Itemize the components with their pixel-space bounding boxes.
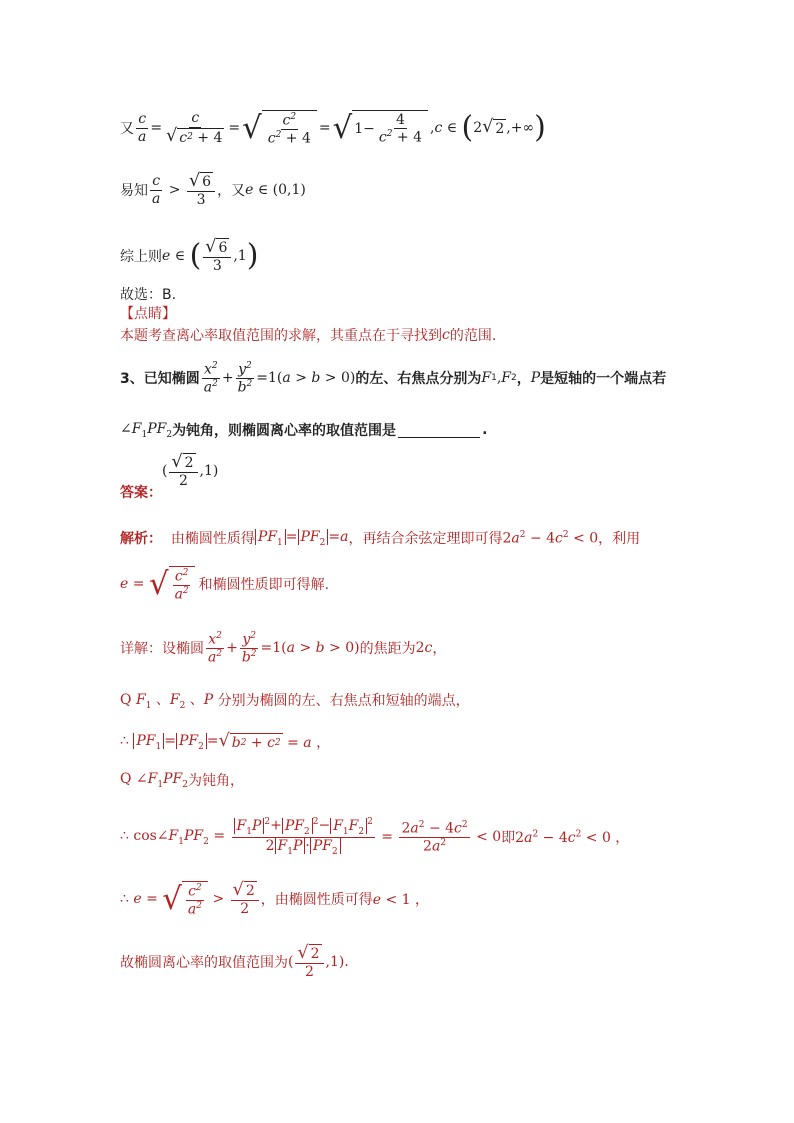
derivation-line-2: 易知 $\frac{c}{a}$ > √ 6 3 ，又 e ∈ (0,1): [120, 170, 306, 208]
detail-line-2: Q $F_1$ 、$F_2$ 、P 分别为椭圆的左、右焦点和短轴的端点，: [120, 692, 470, 711]
derivation-line-1: 又 $\frac{c}{a}$ = c √ c 2 + 4 = √ $\frac{c^2}{c^2 + 4}$ = √ 1− $\frac{4}{c^2 + 4}$ , c ∈ ( 2 √ 2 ,+∞ ): [120, 109, 546, 147]
dianjing-heading: 【点睛】: [120, 306, 176, 322]
question-3-line-2: $\angle F_1PF_2$ 为钝角，则椭圆离心率的取值范围是 .: [120, 420, 488, 440]
dianjing-text: 本题考查离心率取值范围的求解，其重点在于寻找到 c 的范围.: [120, 327, 497, 344]
analysis-line-1: 解析： 由椭圆性质得 $PF_1 = PF_2 =a$ ，再结合余弦定理即可得 $2a^2 - 4c^2 < 0$ ，利用: [120, 528, 641, 548]
answer-line: 答案： ( √ 2 2 ,1): [120, 451, 219, 501]
answer-blank: [398, 423, 480, 438]
final-conclusion: 故椭圆离心率的取值范围为 ( √ 2 2 ,1) .: [120, 942, 349, 980]
detail-line-5-cosine: ∴ $\cos\angle F_1PF_2$ = $\frac{F_1P ^2+ PF_2^2- F_1F_2^2}{2 F_1P \cdot PF_2}$ = $\frac{2a^2 - 4c^2}{2a^2}$ < 0 即 $2a^2 - 4c^2 < 0$ ，: [120, 817, 630, 857]
detail-line-3: ∴ $PF_1 = PF_2$ = √ b 2 + c 2 = a ，: [120, 731, 331, 752]
question-3-line-1: 3、已知椭圆 $\frac{x^2}{a^2}$ + $\frac{y^2}{b^2}$ =1(a > b > 0) 的左、右焦点分别为 F 1 , F 2 ， P 是短轴的一个端点若: [120, 360, 667, 396]
detail-line-4: Q $\angle F_1PF_2$ 为钝角，: [120, 770, 244, 790]
answer-choice: 故选：B.: [120, 287, 177, 303]
detail-line-1: 详解：设椭圆 $\frac{x^2}{a^2}$ + $\frac{y^2}{b^2}$ =1(a > b > 0) 的焦距为 2c ，: [120, 630, 447, 666]
detail-line-6: ∴ e = √ $\frac{c^2}{a^2}$ > √ 2 2 ，由椭圆性质可得 e < 1 ，: [120, 879, 430, 918]
analysis-line-2: e = √ $\frac{c^2}{a^2}$ 和椭圆性质即可得解.: [120, 565, 330, 603]
derivation-line-3: 综上则 e ∈ ( √ 6 3 ,1 ): [120, 236, 259, 274]
